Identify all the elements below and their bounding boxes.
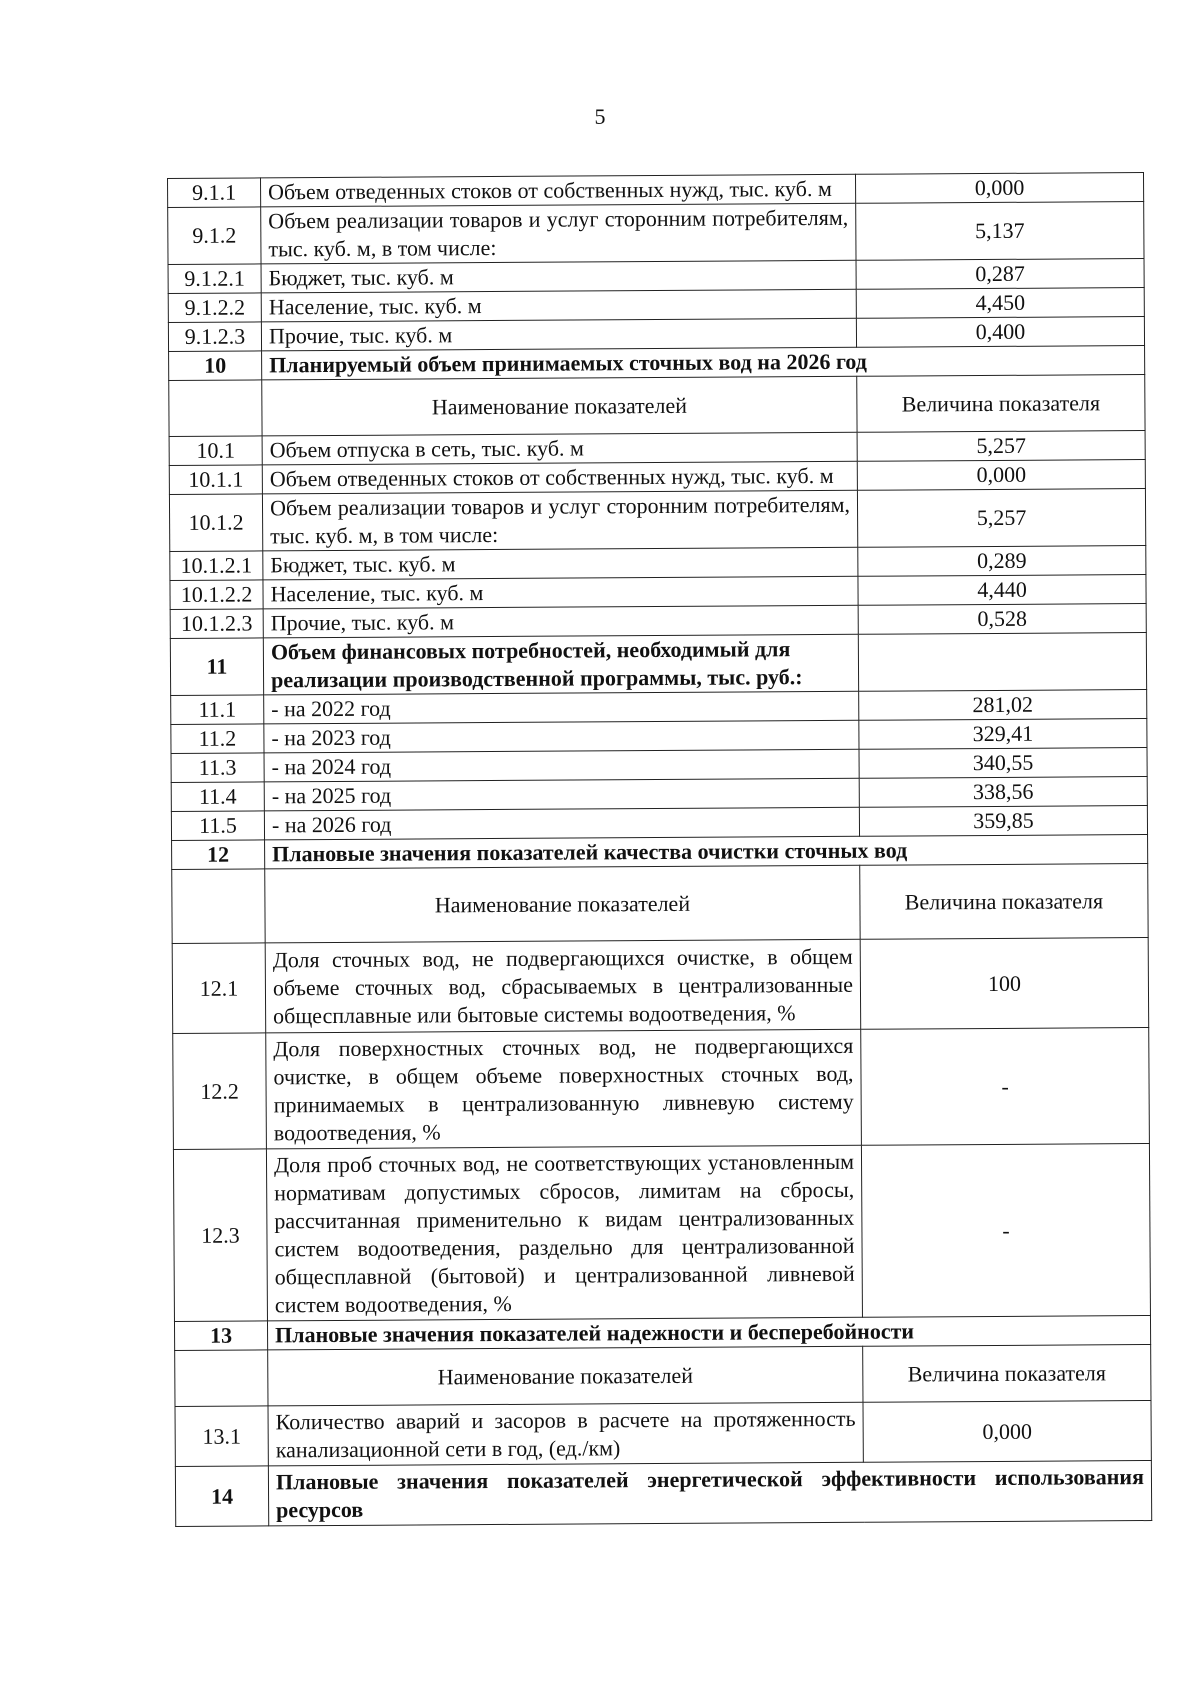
header-value: Величина показателя <box>857 375 1145 433</box>
section-row <box>170 633 1146 696</box>
row-label: Количество аварий и засоров в расчете на протяженность канализационной сети в год, (ед./км) <box>268 1402 863 1466</box>
row-number: 11.2 <box>171 724 264 754</box>
row-value: 0,289 <box>858 546 1146 577</box>
row-label: Объем отведенных стоков от собственных нужд, тыс. куб. м <box>262 461 857 494</box>
row-number: 9.1.1 <box>168 178 261 208</box>
row-number: 12.2 <box>173 1033 267 1150</box>
row-number: 13.1 <box>175 1406 268 1467</box>
table-row <box>175 1401 1151 1467</box>
header-value: Величина показателя <box>863 1345 1151 1403</box>
row-value: 0,000 <box>857 460 1145 491</box>
table-row <box>168 202 1144 265</box>
header-row <box>172 864 1148 944</box>
header-empty-cell <box>175 1350 268 1407</box>
row-value: 359,85 <box>859 806 1147 837</box>
row-label: Доля сточных вод, не подвергающихся очистке, в общем объеме сточных вод, сбрасываемых в централизованные общесплавные или бытовые системы водоотведения, % <box>265 939 861 1033</box>
row-value: 4,450 <box>856 288 1144 319</box>
section-row <box>175 1461 1151 1527</box>
row-number: 9.1.2.2 <box>168 293 261 323</box>
row-value: 338,56 <box>859 777 1147 808</box>
row-label: Объем реализации товаров и услуг сторонним потребителям, тыс. куб. м, в том числе: <box>262 490 857 551</box>
row-value: 329,41 <box>859 719 1147 750</box>
row-value: 0,528 <box>858 604 1146 635</box>
row-number: 11.3 <box>171 753 264 783</box>
row-label: - на 2023 год <box>264 720 859 753</box>
row-label: Бюджет, тыс. куб. м <box>261 260 856 293</box>
row-value: 340,55 <box>859 748 1147 779</box>
row-value: 0,000 <box>863 1401 1151 1463</box>
table-row <box>173 1144 1150 1322</box>
row-number: 10.1 <box>169 436 262 466</box>
row-label: Объем реализации товаров и услуг сторонним потребителям, тыс. куб. м, в том числе: <box>261 203 856 264</box>
header-value: Величина показателя <box>860 864 1148 940</box>
indicators-table <box>167 172 1152 1527</box>
section-title: Плановые значения показателей энергетической эффективности использования ресурсов <box>268 1461 1151 1526</box>
row-number: 12.1 <box>172 943 266 1034</box>
header-name: Наименование показателей <box>262 376 857 436</box>
row-number: 9.1.2 <box>168 207 261 265</box>
row-label: Доля поверхностных сточных вод, не подвергающихся очистке, в общем объеме поверхностных сточных вод, принимаемых в централизованную ливневую систему водоотведения, % <box>266 1029 862 1149</box>
row-value: 5,257 <box>857 489 1145 548</box>
row-label: - на 2022 год <box>264 691 859 724</box>
row-number: 12.3 <box>173 1149 267 1322</box>
row-label: Бюджет, тыс. куб. м <box>263 547 858 580</box>
header-empty-cell <box>172 869 265 944</box>
row-label: - на 2024 год <box>264 749 859 782</box>
row-label: Прочие, тыс. куб. м <box>263 605 858 638</box>
section-title: Планируемый объем принимаемых сточных вод на 2026 год <box>262 346 1145 380</box>
header-name: Наименование показателей <box>268 1346 863 1406</box>
section-number: 14 <box>175 1466 268 1527</box>
section-title: Плановые значения показателей качества очистки сточных вод <box>265 835 1148 869</box>
section-title: Объем финансовых потребностей, необходимый для реализации производственной программы, тыс. руб.: <box>263 634 858 695</box>
row-value: 100 <box>860 938 1149 1030</box>
row-number: 9.1.2.3 <box>168 322 261 352</box>
page-number: 5 <box>594 104 606 129</box>
header-empty-cell <box>169 380 262 437</box>
row-value: 5,137 <box>856 202 1144 261</box>
row-value: 0,287 <box>856 259 1144 290</box>
row-number: 10.1.2.1 <box>170 551 263 581</box>
header-row <box>169 375 1145 437</box>
row-label: Объем отпуска в сеть, тыс. куб. м <box>262 432 857 465</box>
section-empty-cell <box>858 633 1146 692</box>
section-number: 12 <box>172 840 265 870</box>
table-row <box>169 489 1145 552</box>
row-label: - на 2026 год <box>264 807 859 840</box>
row-label: Доля проб сточных вод, не соответствующих установленным нормативам допустимых сбросов, лимитам на сбросы, рассчитанная применительно к видам централизованных систем водоотведения, раздельно для централизованной общесплавной (бытовой) и централизованной ливневой систем водоотведения, % <box>266 1145 862 1321</box>
row-value: 4,440 <box>858 575 1146 606</box>
table-row <box>173 1028 1150 1150</box>
row-label: Прочие, тыс. куб. м <box>261 318 856 351</box>
header-name: Наименование показателей <box>265 865 860 943</box>
row-label: Население, тыс. куб. м <box>263 576 858 609</box>
section-number: 10 <box>169 351 262 381</box>
row-value: 0,000 <box>855 173 1143 204</box>
row-label: Объем отведенных стоков от собственных нужд, тыс. куб. м <box>261 174 856 207</box>
row-number: 11.4 <box>171 782 264 812</box>
row-value: 5,257 <box>857 431 1145 462</box>
section-title: Плановые значения показателей надежности и бесперебойности <box>267 1316 1150 1350</box>
row-number: 9.1.2.1 <box>168 264 261 294</box>
row-number: 10.1.1 <box>169 465 262 495</box>
row-number: 11.5 <box>171 811 264 841</box>
row-value: 0,400 <box>856 317 1144 348</box>
row-number: 11.1 <box>171 695 264 725</box>
row-value: - <box>861 1144 1150 1318</box>
row-value: 281,02 <box>859 690 1147 721</box>
table-row <box>172 938 1149 1034</box>
row-label: Население, тыс. куб. м <box>261 289 856 322</box>
section-number: 11 <box>170 638 263 696</box>
row-number: 10.1.2.3 <box>170 609 263 639</box>
row-number: 10.1.2.2 <box>170 580 263 610</box>
row-value: - <box>861 1028 1150 1146</box>
row-number: 10.1.2 <box>169 494 262 552</box>
header-row <box>175 1345 1151 1407</box>
section-number: 13 <box>174 1321 267 1351</box>
row-label: - на 2025 год <box>264 778 859 811</box>
